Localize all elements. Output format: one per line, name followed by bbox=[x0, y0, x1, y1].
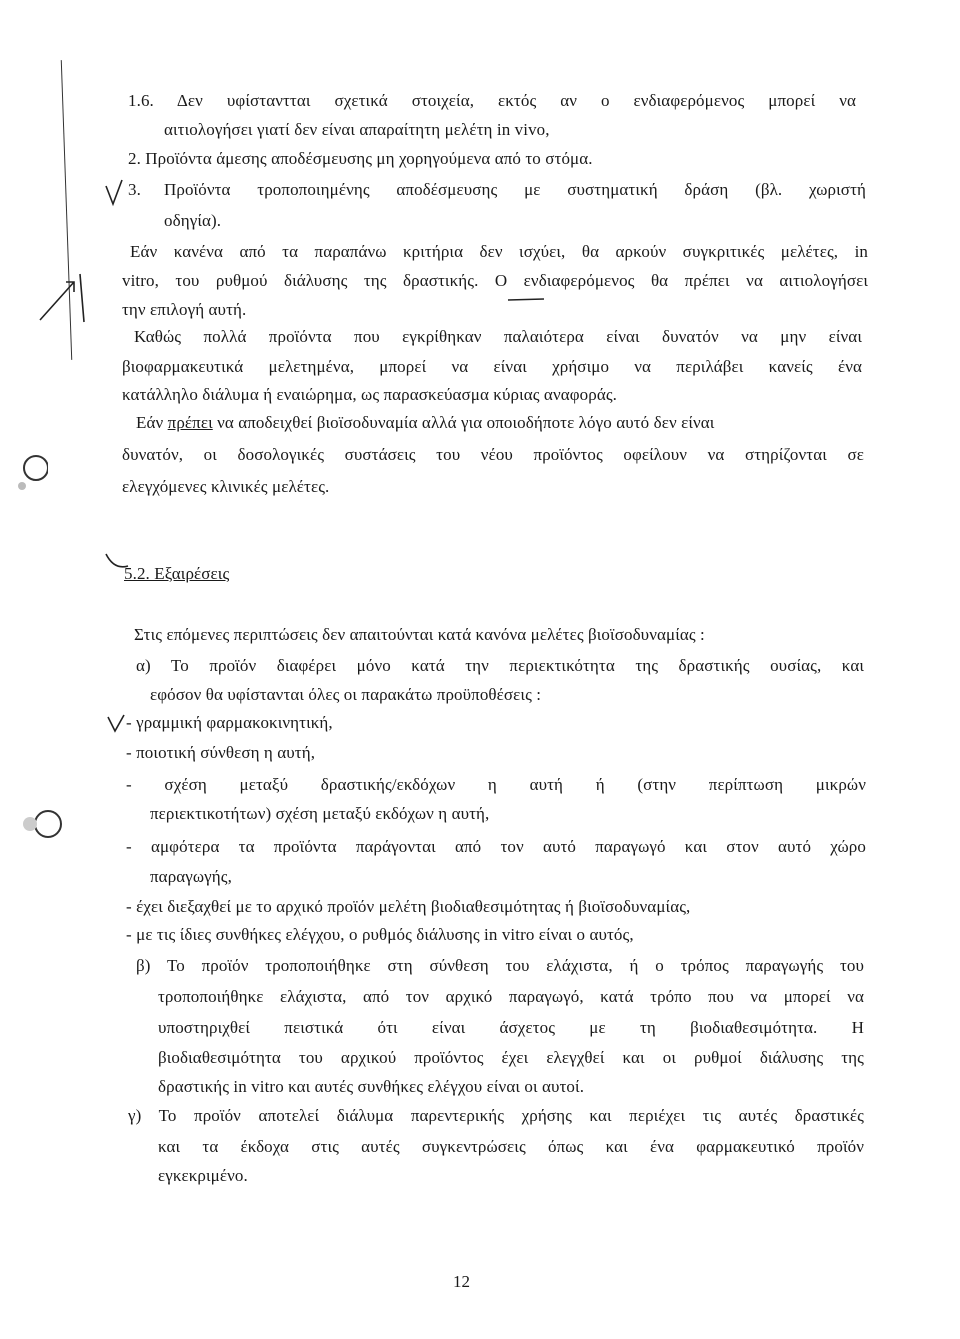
handwritten-check-mark bbox=[104, 178, 126, 208]
text-line: οδηγία). bbox=[164, 211, 222, 230]
text-line: Εάν κανένα από τα παραπάνω κριτήρια δεν ισχύει, θα αρκούν συγκριτικές μελέτες, in bbox=[130, 242, 868, 261]
list-item: - γραμμική φαρμακοκινητική, bbox=[126, 713, 333, 732]
text-line: βιοδιαθεσιμότητα του αρχικού προϊόντος έχει ελεγχθεί και οι ρυθμοί διάλυσης της bbox=[158, 1048, 864, 1067]
text-line: Στις επόμενες περιπτώσεις δεν απαιτούνται κατά κανόνα μελέτες βιοϊσοδυναμίας : bbox=[134, 625, 705, 644]
text-line: 2. Προϊόντα άμεσης αποδέσμευσης μη χορηγούμενα από το στόμα. bbox=[128, 149, 593, 168]
text-line: γ) Το προϊόν αποτελεί διάλυμα παρεντερικής χρήσης και περιέχει τις αυτές δραστικές bbox=[128, 1106, 864, 1125]
text-line: δυνατόν, οι δοσολογικές συστάσεις του νέου προϊόντος οφείλουν να στηρίζονται σε bbox=[122, 445, 864, 464]
section-heading: 5.2. Εξαιρέσεις bbox=[124, 564, 230, 583]
list-number: 3. bbox=[128, 180, 141, 199]
text-line: Καθώς πολλά προϊόντα που εγκρίθηκαν παλαιότερα είναι δυνατόν να μην είναι bbox=[134, 327, 862, 346]
text-line: εφόσον θα υφίστανται όλες οι παρακάτω προϋποθέσεις : bbox=[150, 685, 542, 704]
text-line bbox=[136, 412, 860, 434]
text-line: υποστηριχθεί πειστικά ότι είναι άσχετος με τη βιοδιαθεσιμότητα. Η bbox=[158, 1018, 864, 1037]
handwritten-stroke-mark bbox=[506, 296, 546, 304]
list-item: - αμφότερα τα προϊόντα παράγονται από τον αυτό παραγωγό και στον αυτό χώρο bbox=[126, 837, 866, 856]
text-line: β) Το προϊόν τροποποιήθηκε στη σύνθεση του ελάχιστα, ή ο τρόπος παραγωγής του bbox=[136, 956, 864, 975]
text-fragment: Εάν bbox=[136, 413, 168, 432]
text-line: 1.6. Δεν υφίσταντται σχετικά στοιχεία, εκτός αν ο ενδιαφερόμενος μπορεί να bbox=[128, 91, 856, 110]
handwritten-arrow-mark bbox=[36, 270, 86, 330]
text-line: την επιλογή αυτή. bbox=[122, 300, 247, 319]
list-item: - σχέση μεταξύ δραστικής/εκδόχων η αυτή ή (στην περίπτωση μικρών bbox=[126, 775, 866, 794]
list-item: - ποιοτική σύνθεση η αυτή, bbox=[126, 743, 316, 762]
handwritten-check-mark bbox=[106, 713, 128, 735]
text-line: εγκεκριμένο. bbox=[158, 1166, 248, 1185]
punch-hole-icon bbox=[14, 802, 64, 852]
text-line: παραγωγής, bbox=[150, 867, 232, 886]
underlined-word: πρέπει bbox=[167, 413, 213, 432]
text-line: τροποποιήθηκε ελάχιστα, από τον αρχικό παραγωγό, κατά τρόπο που να μπορεί να bbox=[158, 987, 864, 1006]
text-fragment: να αποδειχθεί βιοϊσοδυναμία αλλά για οποιοδήποτε λόγο αυτό δεν είναι bbox=[212, 413, 715, 432]
text-line: Προϊόντα τροποποιημένης αποδέσμευσης με συστηματική δράση (βλ. χωριστή bbox=[164, 180, 866, 199]
text-line: ελεγχόμενες κλινικές μελέτες. bbox=[122, 477, 330, 496]
text-line: α) Το προϊόν διαφέρει μόνο κατά την περιεκτικότητα της δραστικής ουσίας, και bbox=[136, 656, 864, 675]
text-line: δραστικής in vitro και αυτές συνθήκες ελέγχου είναι οι αυτοί. bbox=[158, 1077, 585, 1096]
text-line: και τα έκδοχα στις αυτές συγκεντρώσεις όπως και ένα φαρμακευτικό προϊόν bbox=[158, 1137, 864, 1156]
text-line: αιτιολογήσει γιατί δεν είναι απαραίτητη μελέτη in vivo, bbox=[164, 120, 550, 139]
list-item: - με τις ίδιες συνθήκες ελέγχου, ο ρυθμός διάλυσης in vitro είναι ο αυτός, bbox=[126, 925, 634, 944]
page-number: 12 bbox=[453, 1272, 470, 1291]
text-line: περιεκτικοτήτων) σχέση μεταξύ εκδόχων η αυτή, bbox=[150, 804, 490, 823]
text-line: κατάλληλο διάλυμα ή εναιώρημα, ως παρασκεύασμα κύριας αναφοράς. bbox=[122, 385, 618, 404]
punch-hole-icon bbox=[14, 446, 48, 498]
text-line: vitro, του ρυθμού διάλυσης της δραστικής. Ο ενδιαφερόμενος θα πρέπει να αιτιολογήσει bbox=[122, 271, 868, 290]
text-line: βιοφαρμακευτικά μελετημένα, μπορεί να είναι χρήσιμο να περιλάβει κανείς ένα bbox=[122, 357, 862, 376]
list-item: - έχει διεξαχθεί με το αρχικό προϊόν μελέτη βιοδιαθεσιμότητας ή βιοϊσοδυναμίας, bbox=[126, 897, 691, 916]
